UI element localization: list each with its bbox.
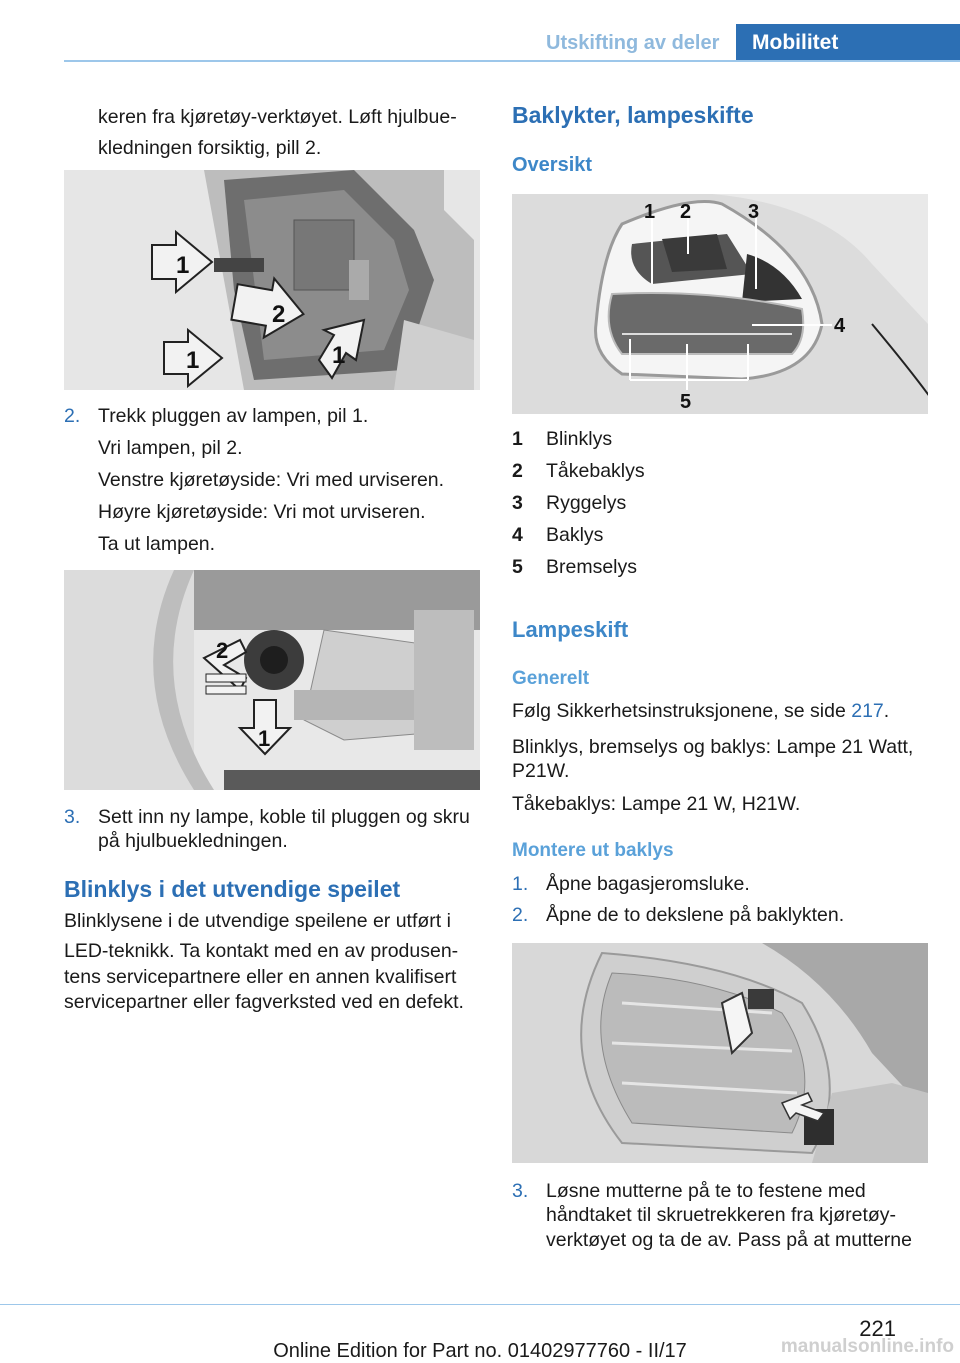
fig3-label-4: 4 bbox=[834, 315, 846, 337]
bulb-spec-line-1: Blinklys, bremselys og baklys: Lampe 21 Watt, bbox=[512, 736, 914, 758]
subheading-overview: Oversikt bbox=[512, 154, 593, 176]
figure-wheel-arch-panel bbox=[64, 170, 480, 390]
legend-label: Bremselys bbox=[546, 556, 638, 578]
step-3-number: 3. bbox=[512, 1180, 529, 1202]
step-2-text: Åpne de to dekslene på baklykten. bbox=[546, 904, 845, 926]
header-chapter-tab[interactable]: Mobilitet bbox=[736, 24, 960, 62]
safety-reference-text: Følg Sikkerhetsinstruksjonene, se side bbox=[512, 700, 852, 722]
fig3-label-5: 5 bbox=[680, 391, 692, 413]
bulb-spec-line-2: P21W. bbox=[512, 760, 570, 782]
step-2-line-1: Trekk pluggen av lampen, pil 1. bbox=[98, 405, 369, 427]
heading-montere-ut-baklys: Montere ut baklys bbox=[512, 840, 674, 861]
mirror-indicator-line-2: LED-teknikk. Ta kontakt med en av produsen- bbox=[64, 940, 459, 962]
intro-line-1: keren fra kjøretøy-verktøyet. Løft hjulbue- bbox=[98, 106, 457, 128]
mirror-indicator-line-4: servicepartner eller fagverksted ved en defekt. bbox=[64, 991, 464, 1013]
watermark: manualsonline.info bbox=[780, 1336, 954, 1357]
legend-number: 3 bbox=[512, 492, 523, 514]
figure-tail-light-covers bbox=[512, 943, 928, 1163]
fig2-label-arrow-2: 2 bbox=[216, 638, 229, 663]
step-1-number: 1. bbox=[512, 873, 529, 895]
header-rule bbox=[64, 60, 960, 62]
step-2-line-3: Venstre kjøretøyside: Vri med urviseren. bbox=[98, 469, 445, 491]
edition-note: Online Edition for Part no. 01402977760 - II/17 bbox=[273, 1340, 687, 1362]
step-2-line-2: Vri lampen, pil 2. bbox=[98, 437, 243, 459]
fig1-label-arrow-4: 1 bbox=[332, 342, 346, 369]
legend-number: 5 bbox=[512, 556, 523, 578]
step-2-line-5: Ta ut lampen. bbox=[98, 533, 216, 555]
step-1-text: Åpne bagasjeromsluke. bbox=[546, 873, 750, 895]
mirror-indicator-line-3: tens servicepartnere eller en annen kvalifisert bbox=[64, 966, 457, 988]
step-2-number: 2. bbox=[512, 904, 529, 926]
mirror-indicator-line-1: Blinklysene i de utvendige speilene er utført i bbox=[64, 910, 451, 932]
fig2-label-arrow-1: 1 bbox=[258, 726, 271, 751]
heading-tail-lights: Baklykter, lampeskifte bbox=[512, 102, 754, 128]
step-3-line-2: håndtaket til skruetrekkeren fra kjøretøy- bbox=[546, 1204, 897, 1226]
legend-label: Tåkebaklys bbox=[546, 460, 645, 482]
page-link-217[interactable]: 217 bbox=[851, 700, 884, 722]
step-2-number: 2. bbox=[64, 405, 81, 427]
intro-line-2: kledningen forsiktig, pill 2. bbox=[98, 137, 322, 159]
figure-lamp-socket bbox=[64, 570, 480, 790]
heading-generelt: Generelt bbox=[512, 668, 590, 689]
legend-number: 4 bbox=[512, 524, 523, 546]
heading-lampeskift: Lampeskift bbox=[512, 617, 629, 642]
footer-rule bbox=[0, 1304, 960, 1305]
fig1-label-arrow-3: 1 bbox=[186, 347, 200, 374]
step-3-number: 3. bbox=[64, 806, 81, 828]
legend-label: Ryggelys bbox=[546, 492, 627, 514]
step-3-line-3: verktøyet og ta de av. Pass på at mutterne bbox=[546, 1229, 912, 1251]
step-3-line-1: Løsne mutterne på te to festene med bbox=[546, 1180, 866, 1202]
legend-number: 2 bbox=[512, 460, 523, 482]
fig3-label-1: 1 bbox=[644, 201, 656, 223]
fig1-label-arrow-1: 1 bbox=[176, 252, 190, 279]
fig3-label-2: 2 bbox=[680, 201, 692, 223]
step-3-line-2: på hjulbuekledningen. bbox=[98, 830, 288, 852]
safety-reference-end: . bbox=[883, 700, 890, 722]
legend-label: Blinklys bbox=[546, 428, 613, 450]
page-number: 221 bbox=[859, 1316, 896, 1341]
step-3-line-1: Sett inn ny lampe, koble til pluggen og skru bbox=[98, 806, 470, 828]
fig1-label-arrow-2: 2 bbox=[272, 301, 286, 328]
legend-label: Baklys bbox=[546, 524, 604, 546]
heading-mirror-indicator: Blinklys i det utvendige speilet bbox=[64, 876, 401, 902]
fog-bulb-spec: Tåkebaklys: Lampe 21 W, H21W. bbox=[512, 793, 801, 815]
legend-number: 1 bbox=[512, 428, 523, 450]
safety-reference bbox=[512, 696, 889, 727]
figure-tail-light-overview bbox=[512, 194, 928, 414]
step-2-line-4: Høyre kjøretøyside: Vri mot urviseren. bbox=[98, 501, 426, 523]
fig3-label-3: 3 bbox=[748, 201, 760, 223]
header-section-title: Utskifting av deler bbox=[546, 32, 720, 54]
